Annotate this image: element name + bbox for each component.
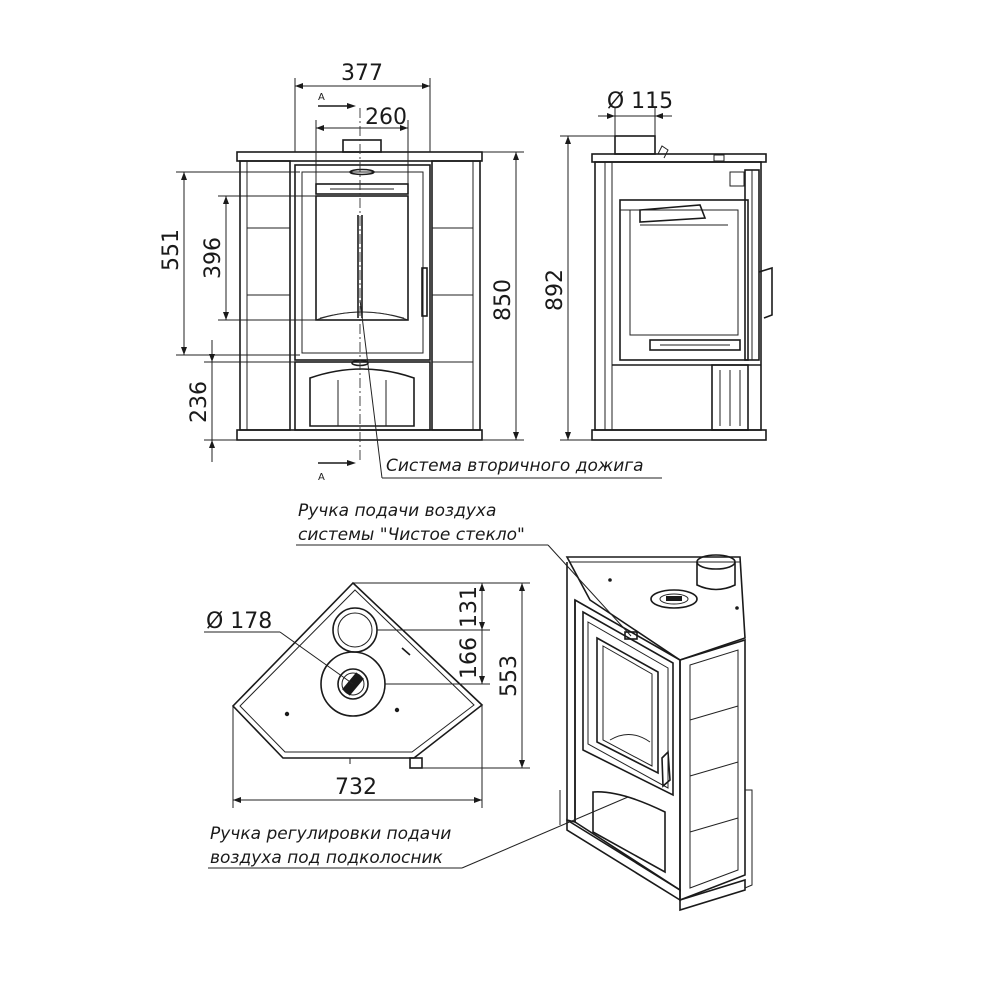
dim-850: 850 — [491, 279, 516, 321]
front-base — [237, 430, 482, 440]
label-air-handle-line2: системы "Чистое стекло" — [298, 525, 525, 545]
side-base — [592, 430, 766, 440]
dim-166: 166 — [457, 637, 482, 679]
section-a-top: A — [318, 92, 325, 103]
label-grate-handle-line2: воздуха под подколосник — [210, 848, 443, 868]
label-grate-handle-line1: Ручка регулировки подачи — [210, 824, 452, 844]
persp-handle — [662, 752, 670, 786]
side-dimensions — [543, 89, 673, 440]
front-door-handle — [422, 268, 427, 316]
dim-732: 732 — [335, 775, 377, 800]
dim-551: 551 — [159, 229, 184, 271]
dim-553: 553 — [497, 655, 522, 697]
label-secondary-burn: Система вторичного дожига — [386, 456, 644, 476]
label-air-handle-line1: Ручка подачи воздуха — [298, 501, 497, 521]
dim-260: 260 — [365, 105, 407, 130]
persp-base-left — [567, 820, 680, 900]
side-view — [592, 136, 772, 440]
grate-handle-callout — [208, 797, 628, 868]
dim-dia-115: Ø 115 — [606, 89, 674, 114]
persp-top-plate — [567, 557, 745, 660]
dim-396: 396 — [201, 237, 226, 279]
dim-236: 236 — [187, 381, 212, 423]
front-flue-collar — [343, 140, 381, 152]
front-ash-section — [295, 362, 430, 430]
dim-131: 131 — [457, 586, 482, 628]
dim-dia-178: Ø 178 — [206, 609, 273, 634]
front-dimensions — [159, 61, 524, 483]
top-dimensions — [204, 583, 530, 808]
secondary-burn-callout — [360, 300, 662, 478]
side-firebox — [620, 200, 748, 360]
front-top-plate — [237, 152, 482, 161]
dim-377: 377 — [341, 61, 383, 86]
side-flue-pipe — [615, 136, 655, 154]
perspective-view — [560, 555, 752, 910]
front-view — [237, 108, 482, 460]
side-top-plate — [592, 154, 766, 162]
dim-892: 892 — [543, 269, 568, 311]
top-front-knob — [410, 758, 422, 768]
section-a-bottom: A — [318, 472, 325, 483]
top-flue-circle — [333, 608, 377, 652]
